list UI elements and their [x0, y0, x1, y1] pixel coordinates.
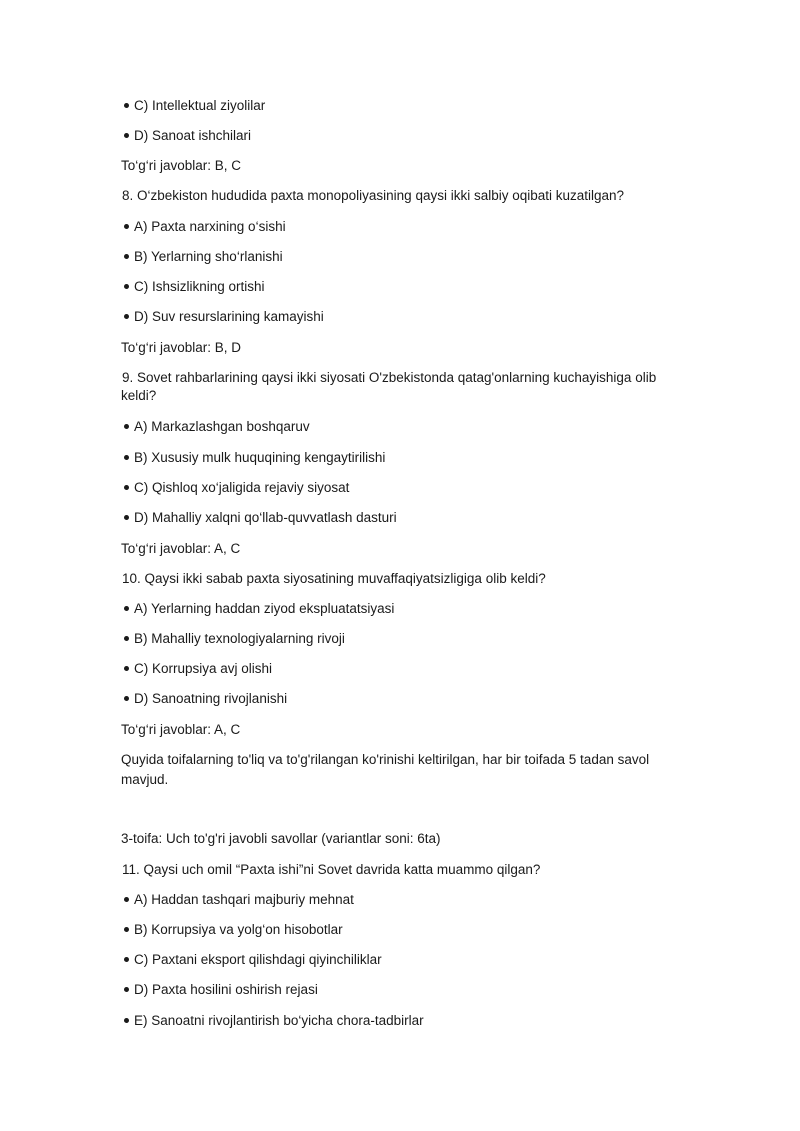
question-9-line1: 9. Sovet rahbarlarining qaysi ikki siyosati O'zbekistonda qatag'onlarning kuchayishiga olib [122, 370, 657, 385]
bullet-icon [124, 284, 129, 289]
note-line1: Quyida toifalarning to'liq va to'g'rilangan ko'rinishi keltirilgan, har bir toifada 5 tadan savol [121, 752, 650, 767]
option-10a: A) Yerlarning haddan ziyod ekspluatatsiyasi [124, 600, 394, 618]
option-8b: B) Yerlarning sho‘rlanishi [124, 248, 283, 266]
option-9c: C) Qishloq xo‘jaligida rejaviy siyosat [124, 479, 349, 497]
category-3-title: 3-toifa: Uch to'g'ri javobli savollar (variantlar soni: 6ta) [121, 831, 441, 846]
option-9b: B) Xususiy mulk huquqining kengaytirilishi [124, 449, 385, 467]
bullet-icon [124, 666, 129, 671]
option-8d: D) Suv resurslarining kamayishi [124, 308, 324, 326]
bullet-icon [124, 897, 129, 902]
question-10: 10. Qaysi ikki sabab paxta siyosatining muvaffaqiyatsizligiga olib keldi? [122, 571, 546, 586]
answer-9: To‘g‘ri javoblar: A, C [121, 541, 241, 556]
option-11c: C) Paxtani eksport qilishdagi qiyinchiliklar [124, 951, 382, 969]
bullet-icon [124, 515, 129, 520]
bullet-icon [124, 485, 129, 490]
question-11: 11. Qaysi uch omil “Paxta ishi”ni Sovet davrida katta muammo qilgan? [122, 862, 541, 877]
question-8: 8. O‘zbekiston hududida paxta monopoliyasining qaysi ikki salbiy oqibati kuzatilgan? [122, 188, 625, 203]
option-7d: D) Sanoat ishchilari [124, 127, 251, 145]
option-7c: C) Intellektual ziyolilar [124, 97, 265, 115]
option-11b: B) Korrupsiya va yolg‘on hisobotlar [124, 921, 343, 939]
bullet-icon [124, 636, 129, 641]
bullet-icon [124, 254, 129, 259]
option-9a: A) Markazlashgan boshqaruv [124, 418, 310, 436]
option-9d: D) Mahalliy xalqni qo‘llab-quvvatlash dasturi [124, 509, 397, 527]
bullet-icon [124, 133, 129, 138]
bullet-icon [124, 424, 129, 429]
note-line2: mavjud. [121, 772, 169, 787]
option-8a: A) Paxta narxining o‘sishi [124, 218, 286, 236]
bullet-icon [124, 1018, 129, 1023]
answer-10: To‘g‘ri javoblar: A, C [121, 722, 241, 737]
option-8c: C) Ishsizlikning ortishi [124, 278, 265, 296]
bullet-icon [124, 927, 129, 932]
bullet-icon [124, 103, 129, 108]
option-10d: D) Sanoatning rivojlanishi [124, 690, 287, 708]
option-11d: D) Paxta hosilini oshirish rejasi [124, 981, 318, 999]
bullet-icon [124, 224, 129, 229]
bullet-icon [124, 987, 129, 992]
question-9-line2: keldi? [121, 388, 157, 403]
option-10c: C) Korrupsiya avj olishi [124, 660, 272, 678]
answer-8: To‘g‘ri javoblar: B, D [121, 340, 242, 355]
option-11e: E) Sanoatni rivojlantirish bo‘yicha chora-tadbirlar [124, 1012, 424, 1030]
bullet-icon [124, 696, 129, 701]
bullet-icon [124, 314, 129, 319]
option-10b: B) Mahalliy texnologiyalarning rivoji [124, 630, 345, 648]
bullet-icon [124, 455, 129, 460]
bullet-icon [124, 606, 129, 611]
answer-7: To‘g‘ri javoblar: B, C [121, 158, 242, 173]
option-11a: A) Haddan tashqari majburiy mehnat [124, 891, 354, 909]
bullet-icon [124, 957, 129, 962]
